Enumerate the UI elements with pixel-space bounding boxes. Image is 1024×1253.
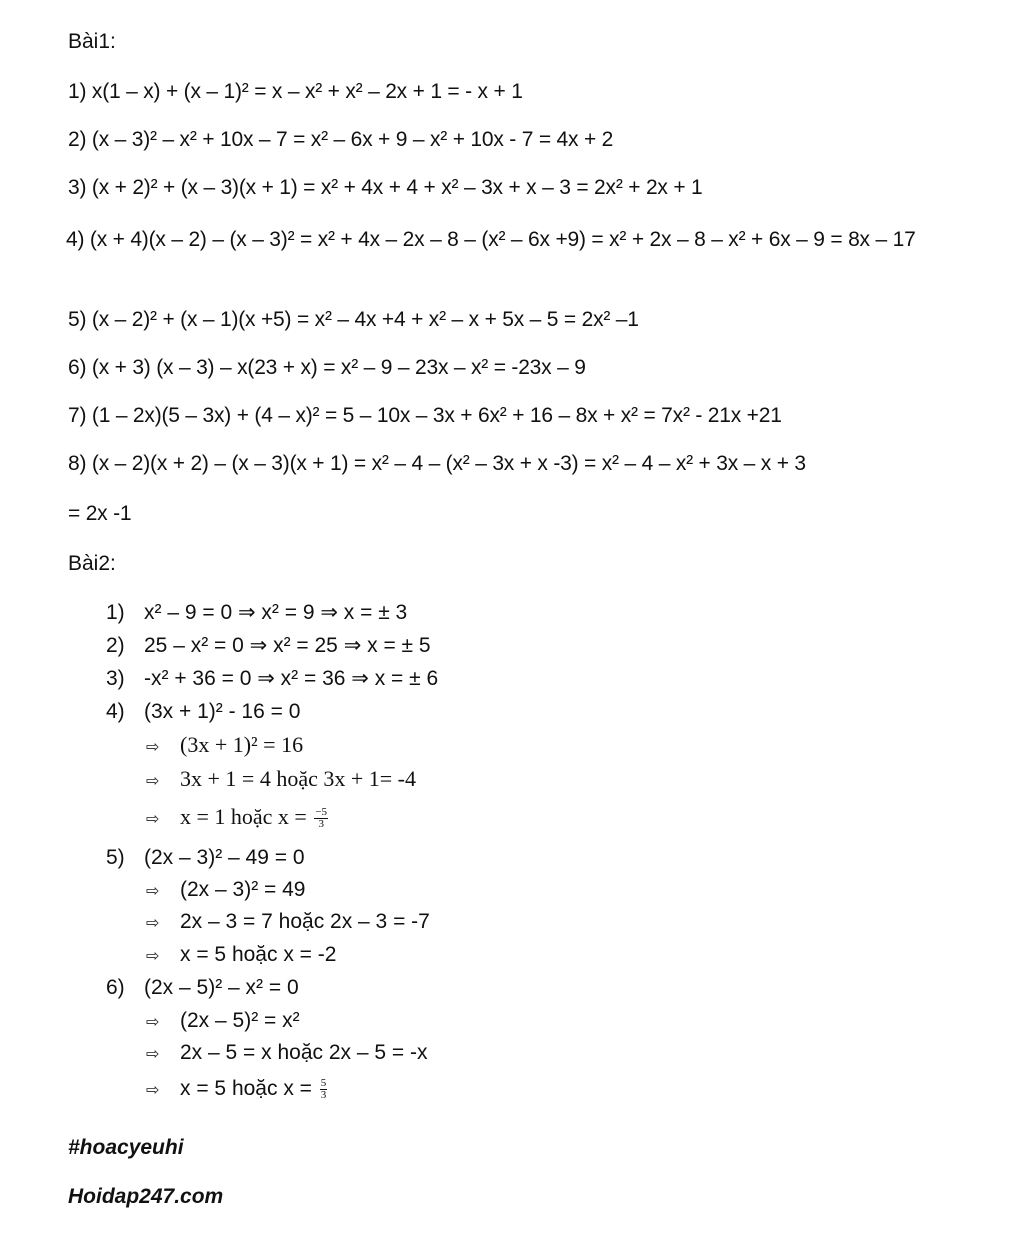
item-equation: (2x – 3)² – 49 = 0 <box>144 846 305 869</box>
step-text: (3x + 1)² = 16 <box>180 732 304 757</box>
fraction <box>314 807 328 830</box>
bai1-title: Bài1: <box>68 30 116 53</box>
step-text: (2x – 3)² = 49 <box>180 878 306 901</box>
item-4-step-1 <box>146 732 303 758</box>
bai1-line-2: 2) (x – 3)² – x² + 10x – 7 = x² – 6x + 9 – x² + 10x - 7 = 4x + 2 <box>68 128 614 151</box>
step-text: 2x – 3 = 7 hoặc 2x – 3 = -7 <box>180 910 430 933</box>
item-equation: x² – 9 = 0 ⇒ x² = 9 ⇒ x = ± 3 <box>144 601 408 624</box>
step-text: x = 5 hoặc x = <box>180 1077 312 1100</box>
item-number: 6) <box>106 976 125 999</box>
item-4-step-2 <box>146 766 416 792</box>
implies-arrow-icon: ⇨ <box>146 883 160 900</box>
item-equation: 25 – x² = 0 ⇒ x² = 25 ⇒ x = ± 5 <box>144 634 431 657</box>
bai1-line-3: 3) (x + 2)² + (x – 3)(x + 1) = x² + 4x + 4 + x² – 3x + x – 3 = 2x² + 2x + 1 <box>68 176 703 199</box>
item-number: 3) <box>106 667 125 690</box>
item-4-step-3 <box>146 804 328 830</box>
item-equation: -x² + 36 = 0 ⇒ x² = 36 ⇒ x = ± 6 <box>144 667 439 690</box>
implies-arrow-icon: ⇨ <box>146 948 160 965</box>
fraction-numerator: 5 <box>320 1076 327 1089</box>
item-5-step-1 <box>146 878 305 902</box>
step-text: x = 5 hoặc x = -2 <box>180 943 337 966</box>
bai1-line-5: 5) (x – 2)² + (x – 1)(x +5) = x² – 4x +4 + x² – x + 5x – 5 = 2x² –1 <box>68 308 639 331</box>
item-6-step-1 <box>146 1009 300 1033</box>
bai2-item-6 <box>106 976 299 1000</box>
item-number: 1) <box>106 601 125 624</box>
bai1-line-4: 4) (x + 4)(x – 2) – (x – 3)² = x² + 4x – 2x – 8 – (x² – 6x +9) = x² + 2x – 8 – x² + 6x – 9 = 8x – 17 <box>66 228 916 251</box>
site-name: Hoidap247.com <box>68 1185 224 1208</box>
step-text: 2x – 5 = x hoặc 2x – 5 = -x <box>180 1041 428 1064</box>
item-5-step-2 <box>146 910 430 934</box>
item-number: 5) <box>106 846 125 869</box>
item-6-step-2 <box>146 1041 427 1065</box>
bai1-line-8-result: = 2x -1 <box>68 502 132 525</box>
item-number: 4) <box>106 700 125 723</box>
step-text: (2x – 5)² = x² <box>180 1009 300 1032</box>
step-text: x = 1 hoặc x = <box>180 804 307 829</box>
item-5-step-3 <box>146 943 336 967</box>
bai1-line-6: 6) (x + 3) (x – 3) – x(23 + x) = x² – 9 – 23x – x² = -23x – 9 <box>68 356 586 379</box>
bai2-item-2 <box>106 633 431 658</box>
implies-arrow-icon: ⇨ <box>146 1014 160 1031</box>
bai2-item-3 <box>106 666 438 691</box>
item-6-step-3 <box>146 1077 327 1101</box>
bai1-line-8: 8) (x – 2)(x + 2) – (x – 3)(x + 1) = x² – 4 – (x² – 3x + x -3) = x² – 4 – x² + 3x – x + 3 <box>68 452 806 475</box>
bai1-line-1: 1) x(1 – x) + (x – 1)² = x – x² + x² – 2x + 1 = - x + 1 <box>68 80 523 103</box>
implies-arrow-icon: ⇨ <box>146 811 160 828</box>
bai1-line-7: 7) (1 – 2x)(5 – 3x) + (4 – x)² = 5 – 10x – 3x + 6x² + 16 – 8x + x² = 7x² - 21x +21 <box>68 404 782 427</box>
author-hashtag: #hoacyeuhi <box>68 1136 184 1159</box>
step-text: 3x + 1 = 4 hoặc 3x + 1= -4 <box>180 766 416 791</box>
fraction-numerator: −5 <box>315 806 328 819</box>
implies-arrow-icon: ⇨ <box>146 1046 160 1063</box>
bai2-item-1 <box>106 600 407 625</box>
implies-arrow-icon: ⇨ <box>146 773 160 790</box>
implies-arrow-icon: ⇨ <box>146 739 160 756</box>
fraction <box>320 1078 328 1101</box>
item-equation: (3x + 1)² - 16 = 0 <box>144 700 301 723</box>
bai2-item-5 <box>106 846 305 870</box>
bai2-item-4 <box>106 700 300 724</box>
item-number: 2) <box>106 634 125 657</box>
implies-arrow-icon: ⇨ <box>146 915 160 932</box>
bai2-title: Bài2: <box>68 552 116 575</box>
item-equation: (2x – 5)² – x² = 0 <box>144 976 299 999</box>
implies-arrow-icon: ⇨ <box>146 1082 160 1099</box>
fraction-denominator: 3 <box>320 1088 327 1101</box>
fraction-denominator: 3 <box>318 818 324 831</box>
